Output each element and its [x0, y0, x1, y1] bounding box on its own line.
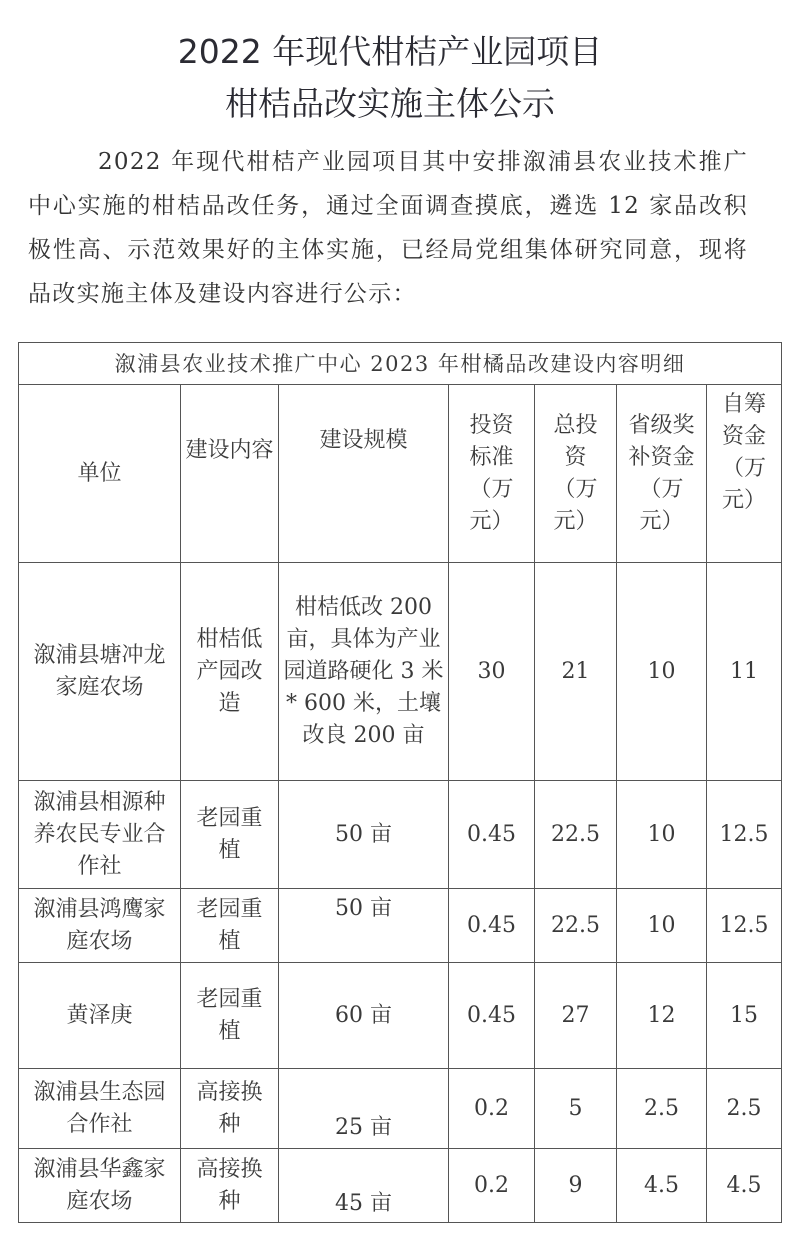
construction-detail-table	[18, 342, 782, 1223]
table-row	[19, 781, 782, 889]
cell-subsidy: 2.5	[617, 1069, 707, 1149]
cell-content: 老园重植	[181, 781, 279, 889]
cell-content: 老园重植	[181, 963, 279, 1069]
cell-total: 9	[535, 1149, 617, 1223]
cell-total: 27	[535, 963, 617, 1069]
cell-total: 21	[535, 563, 617, 781]
cell-scale: 柑桔低改 200 亩，具体为产业园道路硬化 3 米* 600 米，土壤改良 200 亩	[279, 563, 449, 781]
table-row	[19, 563, 782, 781]
header-self: 自筹资金（万元）	[707, 385, 782, 563]
cell-standard: 0.45	[449, 963, 535, 1069]
header-standard: 投资标准（万元）	[449, 385, 535, 563]
title-line-2: 柑桔品改实施主体公示	[225, 84, 555, 123]
cell-subsidy: 10	[617, 563, 707, 781]
header-content: 建设内容	[181, 385, 279, 563]
cell-subsidy: 10	[617, 889, 707, 963]
cell-standard: 30	[449, 563, 535, 781]
cell-self: 11	[707, 563, 782, 781]
cell-content: 老园重植	[181, 889, 279, 963]
cell-self: 15	[707, 963, 782, 1069]
cell-subsidy: 10	[617, 781, 707, 889]
header-subsidy: 省级奖补资金（万元）	[617, 385, 707, 563]
header-unit: 单位	[19, 385, 181, 563]
table-caption: 溆浦县农业技术推广中心 2023 年柑橘品改建设内容明细	[19, 343, 782, 385]
cell-subsidy: 12	[617, 963, 707, 1069]
cell-unit: 溆浦县鸿鹰家庭农场	[19, 889, 181, 963]
table-row	[19, 889, 782, 963]
cell-standard: 0.2	[449, 1149, 535, 1223]
cell-scale: 50 亩	[279, 781, 449, 889]
cell-total: 5	[535, 1069, 617, 1149]
header-total: 总投资（万元）	[535, 385, 617, 563]
cell-standard: 0.45	[449, 889, 535, 963]
cell-unit: 溆浦县生态园合作社	[19, 1069, 181, 1149]
table-caption-row	[19, 343, 782, 385]
table-header-row	[19, 385, 782, 563]
header-scale: 建设规模	[279, 385, 449, 563]
title-line-1: 2022 年现代柑桔产业园项目	[177, 32, 603, 71]
cell-scale: 60 亩	[279, 963, 449, 1069]
cell-self: 4.5	[707, 1149, 782, 1223]
table-row	[19, 1149, 782, 1223]
intro-paragraph: 2022 年现代柑桔产业园项目其中安排溆浦县农业技术推广中心实施的柑桔品改任务，通过全面调查摸底，遴选 12 家品改积极性高、示范效果好的主体实施，已经局党组集体研究同意，现将品改实施主体及建设内容进行公示：	[28, 149, 748, 307]
table-row	[19, 963, 782, 1069]
cell-unit: 黄泽庚	[19, 963, 181, 1069]
cell-total: 22.5	[535, 781, 617, 889]
cell-unit: 溆浦县塘冲龙家庭农场	[19, 563, 181, 781]
cell-content: 高接换种	[181, 1149, 279, 1223]
cell-total: 22.5	[535, 889, 617, 963]
table-row	[19, 1069, 782, 1149]
cell-self: 12.5	[707, 889, 782, 963]
cell-self: 12.5	[707, 781, 782, 889]
cell-standard: 0.45	[449, 781, 535, 889]
cell-subsidy: 4.5	[617, 1149, 707, 1223]
cell-scale: 25 亩	[279, 1069, 449, 1149]
cell-scale: 50 亩	[279, 889, 449, 963]
cell-self: 2.5	[707, 1069, 782, 1149]
cell-scale: 45 亩	[279, 1149, 449, 1223]
cell-content: 高接换种	[181, 1069, 279, 1149]
cell-unit: 溆浦县相源种养农民专业合作社	[19, 781, 181, 889]
cell-standard: 0.2	[449, 1069, 535, 1149]
cell-unit: 溆浦县华鑫家庭农场	[19, 1149, 181, 1223]
cell-content: 柑桔低产园改造	[181, 563, 279, 781]
